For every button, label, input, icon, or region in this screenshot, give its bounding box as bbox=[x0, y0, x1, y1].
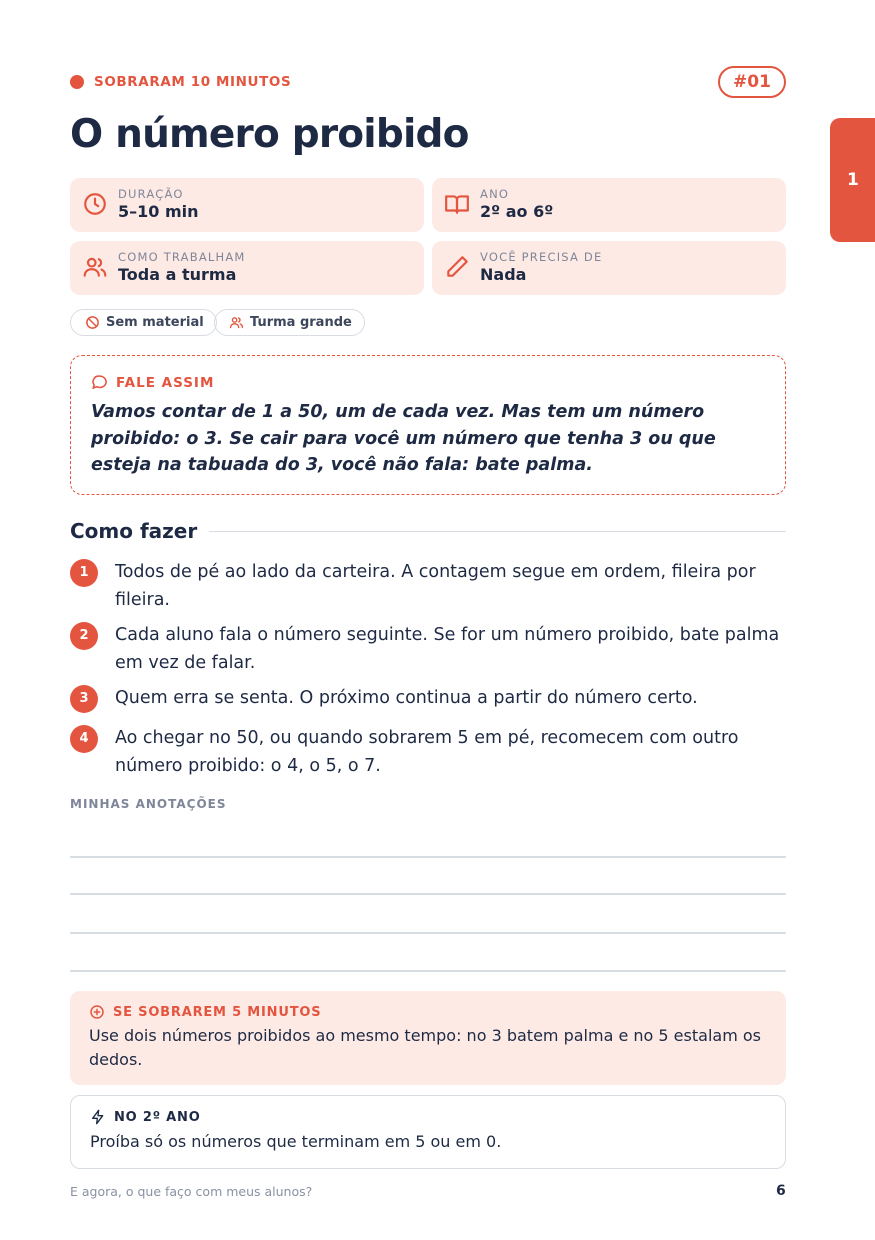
speech-bubble-icon bbox=[91, 374, 108, 391]
step-text: Ao chegar no 50, ou quando sobrarem 5 em pé, recomecem com outro número proibido: o 4, o 5, o 7. bbox=[115, 728, 739, 776]
chapter-tab-label: 1 bbox=[847, 170, 859, 190]
users-icon bbox=[82, 254, 108, 280]
book-icon bbox=[444, 191, 470, 217]
note-line[interactable] bbox=[70, 970, 786, 972]
info-label: ANO bbox=[480, 187, 510, 201]
note-line[interactable] bbox=[70, 893, 786, 895]
no-entry-icon bbox=[85, 315, 100, 330]
grade-tip-box bbox=[70, 1095, 786, 1169]
chip-label: Sem material bbox=[106, 315, 204, 330]
say-this-heading bbox=[91, 374, 214, 391]
say-this-text: Vamos contar de 1 a 50, um de cada vez. Mas tem um número proibido: o 3. Se cair para você um número que tenha 3 ou que esteja na tabuada do 3, você não fala: bate palma. bbox=[91, 402, 716, 475]
info-card-duration bbox=[70, 178, 424, 232]
info-value: Nada bbox=[480, 265, 527, 284]
grade-tip-title: NO 2º ANO bbox=[114, 1109, 201, 1125]
note-line[interactable] bbox=[70, 932, 786, 934]
step-number: 1 bbox=[70, 559, 98, 587]
kicker-dot bbox=[70, 75, 84, 89]
grade-tip-text: Proíba só os números que terminam em 5 ou em 0. bbox=[90, 1132, 502, 1151]
note-line[interactable] bbox=[70, 856, 786, 858]
chip-large-class bbox=[214, 309, 365, 336]
info-card-materials bbox=[432, 241, 786, 295]
grade-tip-heading bbox=[90, 1109, 201, 1125]
chip-no-material bbox=[70, 309, 217, 336]
extra-time-box bbox=[70, 991, 786, 1085]
chapter-tab bbox=[830, 118, 875, 242]
info-label: DURAÇÃO bbox=[118, 187, 184, 201]
info-label: COMO TRABALHAM bbox=[118, 250, 246, 264]
chip-label: Turma grande bbox=[250, 315, 352, 330]
info-card-year bbox=[432, 178, 786, 232]
step-number: 2 bbox=[70, 622, 98, 650]
kicker bbox=[70, 74, 291, 90]
step-number: 3 bbox=[70, 685, 98, 713]
clock-icon bbox=[82, 191, 108, 217]
page-title: O número proibido bbox=[70, 112, 469, 157]
info-value: Toda a turma bbox=[118, 265, 237, 284]
plus-circle-icon bbox=[89, 1004, 105, 1020]
info-card-how-they-work bbox=[70, 241, 424, 295]
how-to-section-header bbox=[70, 519, 786, 543]
info-value: 5–10 min bbox=[118, 202, 199, 221]
users-icon bbox=[229, 315, 244, 330]
step-text: Cada aluno fala o número seguinte. Se for um número proibido, bate palma em vez de falar. bbox=[115, 625, 780, 673]
activity-number-badge: #01 bbox=[718, 66, 786, 98]
page-number: 6 bbox=[776, 1183, 786, 1199]
step-text: Todos de pé ao lado da carteira. A contagem segue em ordem, fileira por fileira. bbox=[115, 562, 756, 610]
say-this-box bbox=[70, 355, 786, 495]
section-divider bbox=[209, 531, 786, 532]
lightning-icon bbox=[90, 1109, 106, 1125]
kicker-text: SOBRARAM 10 MINUTOS bbox=[94, 74, 292, 90]
step-text: Quem erra se senta. O próximo continua a partir do número certo. bbox=[115, 688, 698, 708]
notes-label: MINHAS ANOTAÇÕES bbox=[70, 797, 227, 811]
extra-time-heading bbox=[89, 1004, 321, 1020]
info-value: 2º ao 6º bbox=[480, 202, 554, 221]
say-this-title: FALE ASSIM bbox=[116, 374, 215, 391]
extra-time-text: Use dois números proibidos ao mesmo tempo: no 3 batem palma e no 5 estalam os dedos. bbox=[89, 1026, 761, 1069]
footer-book-title: E agora, o que faço com meus alunos? bbox=[70, 1184, 313, 1199]
step-number: 4 bbox=[70, 725, 98, 753]
extra-time-title: SE SOBRAREM 5 MINUTOS bbox=[113, 1004, 322, 1020]
info-label: VOCÊ PRECISA DE bbox=[480, 250, 603, 264]
pencil-icon bbox=[444, 254, 470, 280]
section-title: Como fazer bbox=[70, 519, 198, 543]
